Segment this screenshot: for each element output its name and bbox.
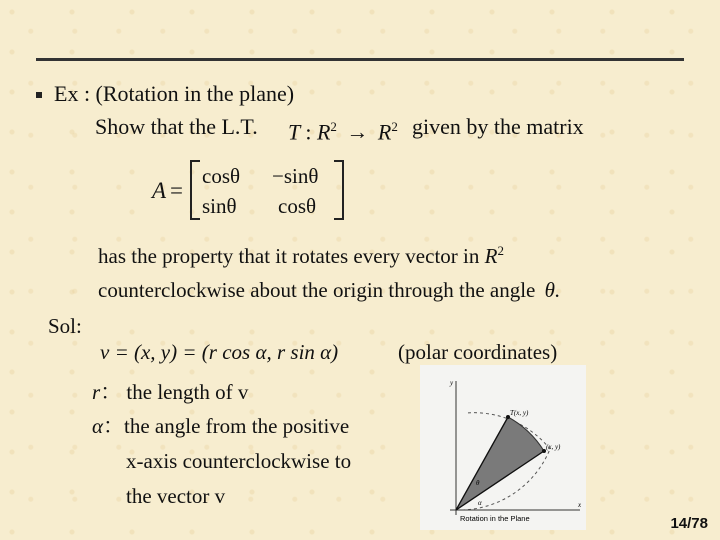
alpha-definition: [92, 414, 349, 439]
point-v-label: (x, y): [546, 443, 561, 451]
matrix-right-bracket: [334, 160, 344, 220]
matrix-cell-22: cosθ: [278, 194, 317, 218]
matrix-cell-21: sinθ: [202, 194, 237, 218]
v-equation: v = (x, y) = (r cos α, r sin α): [100, 340, 339, 364]
title-rule: [36, 58, 684, 61]
lt-arrow: →: [346, 119, 369, 145]
property-line-1: [98, 238, 504, 269]
matrix-equals: =: [170, 178, 183, 203]
matrix-name: A: [152, 178, 167, 203]
x-axis-label: x: [578, 501, 582, 509]
lt-T: T: [288, 119, 300, 145]
rotation-figure: [420, 365, 586, 530]
given-by-text: given by the matrix: [412, 114, 584, 139]
property-text: has the property that it rotates every vector in: [98, 244, 480, 268]
page-number: 14/78: [670, 515, 708, 532]
property-text-2: counterclockwise about the origin through the angle: [98, 278, 536, 302]
bullet-icon: [36, 92, 42, 98]
y-axis-label: y: [450, 379, 454, 387]
matrix-left-bracket: [190, 160, 200, 220]
lt-domain-exp: 2: [330, 119, 337, 134]
alpha-description-2: x-axis counterclockwise to: [126, 449, 352, 473]
example-label: Ex : (Rotation in the plane): [54, 81, 295, 106]
figure-caption: Rotation in the Plane: [460, 514, 530, 523]
point-T-label: T(x, y): [510, 409, 529, 417]
alpha-label: α: [478, 499, 482, 507]
alpha-description-3: the vector v: [126, 484, 226, 508]
solution-label: Sol:: [48, 314, 82, 338]
lt-codomain-R: R: [377, 119, 392, 145]
property-line-2: [98, 278, 560, 303]
property-R: R: [484, 244, 498, 268]
property-R-exp: 2: [497, 243, 504, 258]
property-theta: θ.: [544, 278, 561, 302]
linear-transformation-expression: [288, 114, 398, 145]
alpha-symbol: α: [92, 414, 104, 438]
polar-note: (polar coordinates): [398, 340, 558, 364]
rotation-diagram: [420, 365, 586, 530]
matrix-cell-11: cosθ: [202, 164, 241, 188]
r-description: ： the length of v: [100, 380, 249, 404]
alpha-description: ：the angle from the positive: [103, 414, 350, 438]
lt-codomain-exp: 2: [391, 119, 398, 134]
show-prefix: Show that the L.T.: [95, 114, 258, 139]
lt-colon: :: [305, 119, 312, 145]
lt-domain-R: R: [316, 119, 331, 145]
r-definition: [92, 380, 248, 405]
r-symbol: r: [92, 380, 101, 404]
theta-label: θ: [476, 479, 480, 487]
matrix-cell-12: −sinθ: [272, 164, 319, 188]
